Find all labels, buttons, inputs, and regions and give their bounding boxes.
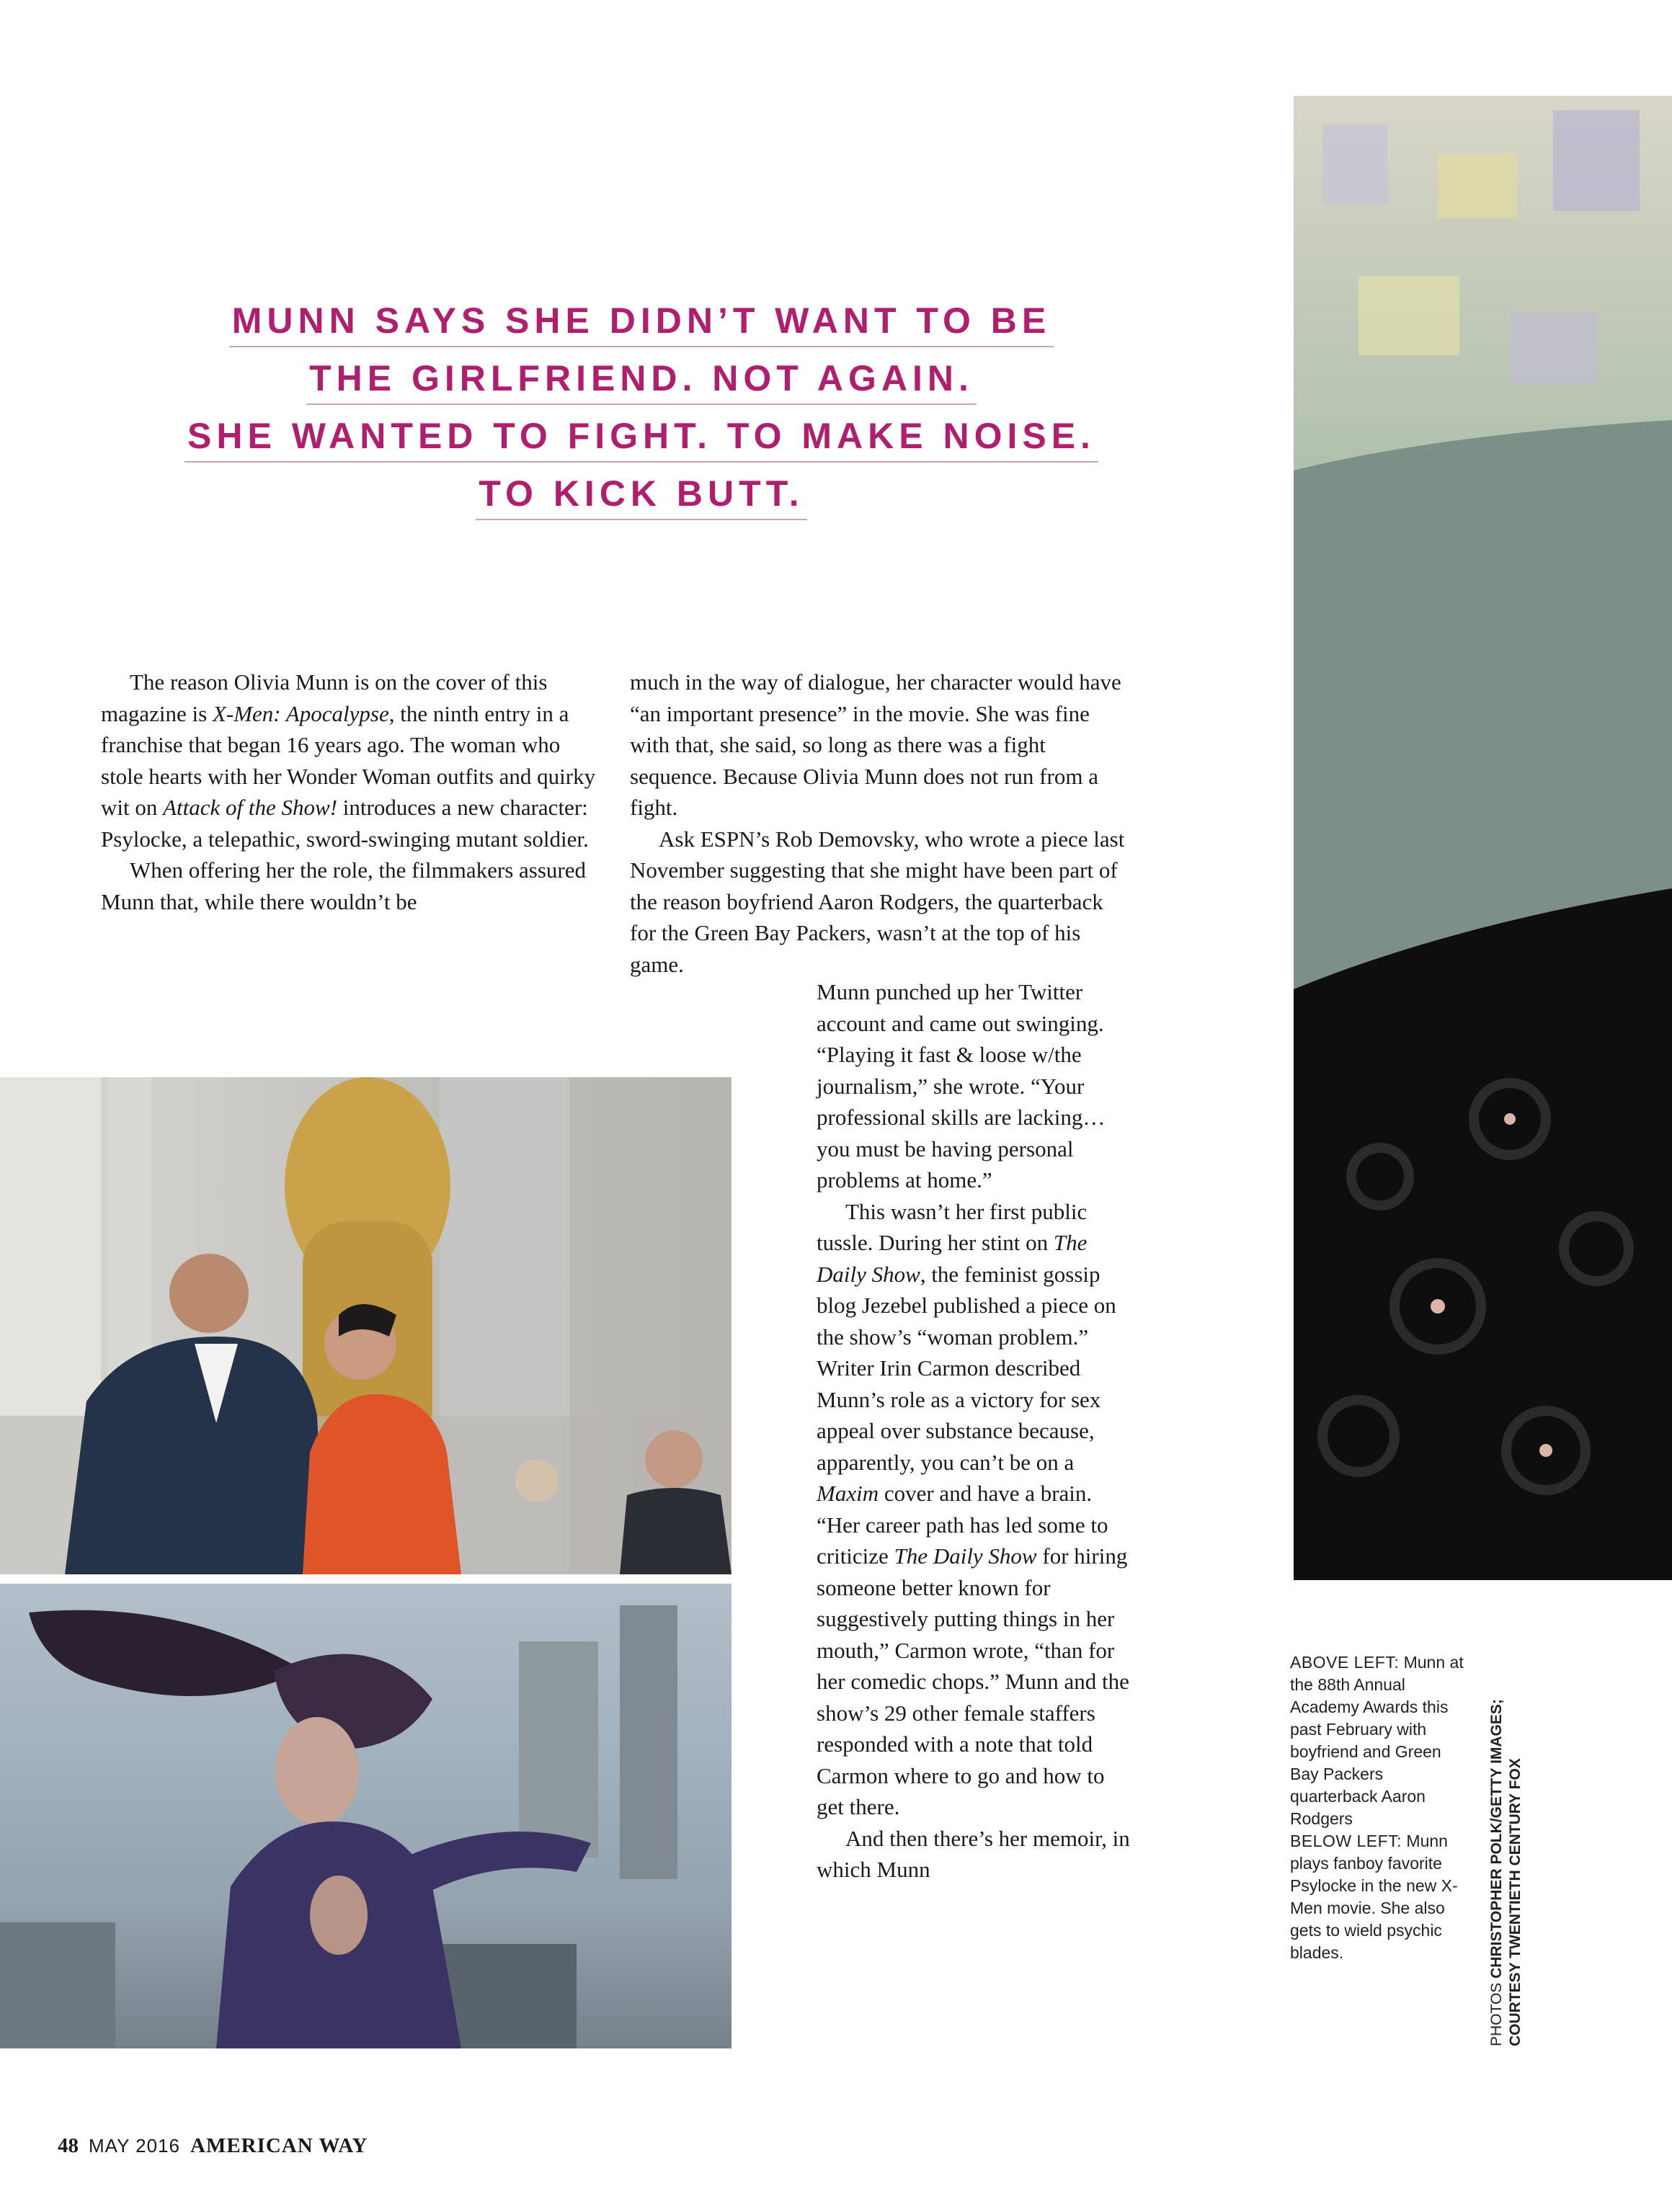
photo-credit-line-2: COURTESY TWENTIETH CENTURY FOX xyxy=(1507,1758,1524,2046)
magazine-name: AMERICAN WAY xyxy=(190,2134,368,2157)
page-number: 48 xyxy=(58,2134,79,2157)
article-column-2 xyxy=(630,666,1134,980)
article-paragraph: The reason Olivia Munn is on the cover of this magazine is X-Men: Apocalypse, the ninth entry in a franchise that began 16 years ago. The woman who stole hearts with her Wonder Woman outfits and quirky wit on Attack of the Show! introduces a new character: Psylocke, a telepathic, sword-swinging mutant soldier. xyxy=(101,669,596,852)
pull-quote-line: THE GIRLFRIEND. NOT AGAIN. xyxy=(108,349,1175,407)
photo-credit-line-1: PHOTOS CHRISTOPHER POLK/GETTY IMAGES; xyxy=(1488,1699,1505,2046)
caption-text-below: Munn plays fanboy favorite Psylocke in the new X-Men movie. She also gets to wield psychic blades. xyxy=(1290,1832,1458,1962)
pull-quote-line: MUNN SAYS SHE DIDN’T WANT TO BE xyxy=(108,292,1175,349)
article-paragraph: Munn punched up her Twitter account and came out swinging. “Playing it fast & loose w/the journalism,” she wrote. “Your professional skills are lacking… you must be having personal problems at home.” xyxy=(817,979,1106,1192)
pull-quote-line: SHE WANTED TO FIGHT. TO MAKE NOISE. xyxy=(108,407,1175,465)
caption-text-above: Munn at the 88th Annual Academy Awards this past February with boyfriend and Green Bay Packers quarterback Aaron Rodgers xyxy=(1290,1653,1464,1828)
article-paragraph: much in the way of dialogue, her character would have “an important presence” in the movie. She was fine with that, she said, so long as there was a fight sequence. Because Olivia Munn does not run from a fight. xyxy=(630,669,1121,820)
caption-tag-below: BELOW LEFT: xyxy=(1290,1832,1402,1850)
article-paragraph: Ask ESPN’s Rob Demovsky, who wrote a piece last November suggesting that she might have been part of the reason boyfriend Aaron Rodgers, the quarterback for the Green Bay Packers, wasn’t at the top of his game. xyxy=(630,826,1125,977)
article-column-1 xyxy=(101,666,598,917)
article-paragraph: When offering her the role, the filmmakers assured Munn that, while there wouldn’t be xyxy=(101,857,586,914)
issue-date: MAY 2016 xyxy=(89,2135,181,2157)
pull-quote xyxy=(108,292,1175,522)
photo-cover-illustration xyxy=(1294,96,1672,1580)
pull-quote-line: TO KICK BUTT. xyxy=(108,465,1175,522)
caption-tag-above: ABOVE LEFT: xyxy=(1290,1653,1400,1672)
photo-psylocke-illustration xyxy=(0,1584,732,2048)
photo-credit xyxy=(1488,1672,1525,2046)
article-paragraph: This wasn’t her first public tussle. During her stint on The Daily Show, the feminist gossip blog Jezebel published a piece on the show’s “woman problem.” Writer Irin Carmon described Munn’s role as a victory for sex appeal over substance because, apparently, you can’t be on a Maxim cover and have a brain. “Her career path has led some to criticize The Daily Show for hiring someone better known for suggestively putting things in her mouth,” Carmon wrote, “than for her comedic chops.” Munn and the show’s 29 other female staffers responded with a note that told Carmon where to go and how to get there. xyxy=(817,1198,1129,1819)
article-paragraph: And then there’s her memoir, in which Munn xyxy=(817,1825,1130,1882)
photo-oscars-illustration xyxy=(0,1077,732,1574)
article-column-3 xyxy=(817,976,1134,1886)
photo-oscars-red-carpet xyxy=(0,1077,732,1574)
photo-caption xyxy=(1290,1651,1470,1964)
page-folio xyxy=(58,2134,368,2158)
photo-psylocke-movie-still xyxy=(0,1584,732,2048)
photo-cover-shoot xyxy=(1294,96,1672,1580)
